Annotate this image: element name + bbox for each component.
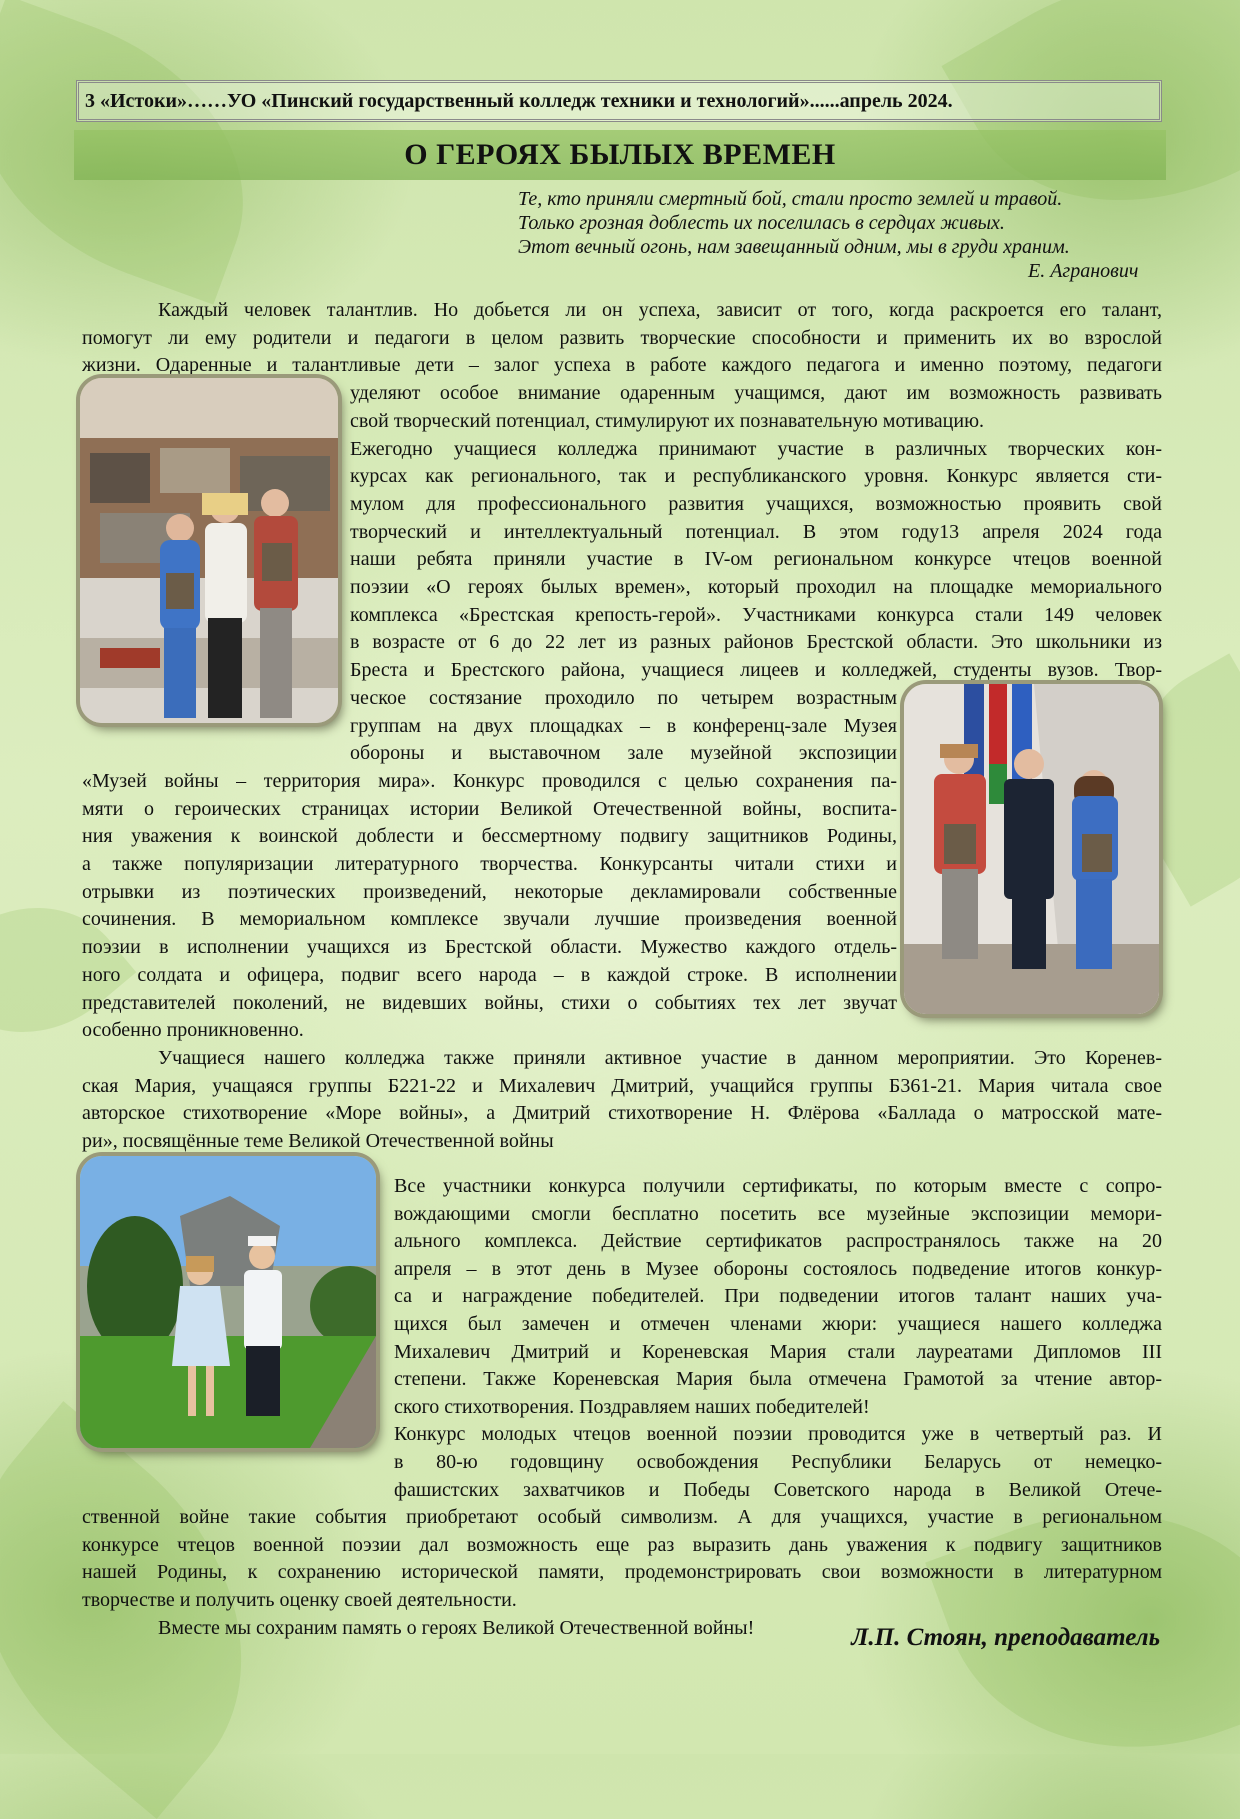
author-signature: Л.П. Стоян, преподаватель	[851, 1624, 1160, 1651]
article-line: Ежегодно учащиеся колледжа принимают участие в различных творческих кон-	[350, 437, 1162, 460]
article-line: ния уважения к воинской доблести и бессмертному подвигу защитников Родины,	[82, 825, 897, 848]
article-line: уделяют особое внимание одаренным учащимся, дают им возможность развивать	[350, 382, 1162, 405]
article-line: поэзии «О героях былых времен», который проходил на площадке мемориального	[350, 576, 1162, 598]
article-line: мяти о героических страницах истории Великой Отечественной войны, воспита-	[82, 797, 897, 820]
article-line: ская Мария, учащаяся группы Б221-22 и Михалевич Дмитрий, учащийся группы Б361-21. Мария читала свое	[82, 1074, 1162, 1097]
article-line: а также популяризации литературного творчества. Конкурсанты читали стихи и	[82, 853, 897, 875]
article-line: Конкурс молодых чтецов военной поэзии проводится уже в четвертый раз. И	[394, 1423, 1162, 1446]
article-line: жизни. Одаренные и талантливые дети – залог успеха в работе каждого педагога и именно поэтому, педагоги	[82, 354, 1162, 377]
flags-photo-image	[904, 684, 1159, 1014]
article-line: творчестве и получить оценку своей деятельности.	[82, 1589, 517, 1611]
article-line: нашей Родины, к сохранению исторической памяти, продемонстрировать свои возможности в литературном	[82, 1561, 1162, 1584]
article-line: курсах как регионального, так и республиканского уровня. Конкурс является сти-	[350, 465, 1162, 488]
article-line: щихся был замечен и отмечен членами жюри: учащиеся нашего колледжа	[394, 1313, 1162, 1335]
article-line: особенно проникновенно.	[82, 1019, 304, 1042]
memorial-photo-image	[80, 1156, 376, 1448]
article-line: степени. Также Кореневская Мария была отмечена Грамотой за чтение автор-	[394, 1368, 1162, 1391]
article-line: в возрасте от 6 до 22 лет из разных районов Брестской области. Это школьники из	[350, 631, 1162, 654]
article-line: представителей поколений, не видевших войны, стихи о событиях тех лет звучат	[82, 991, 897, 1014]
epigraph-line-2: Только грозная доблесть их поселилась в сердцах живых.	[518, 212, 1005, 234]
article-line: обороны и выставочном зале музейной экспозиции	[350, 742, 897, 765]
article-line: «Музей войны – территория мира». Конкурс проводился с целью сохранения па-	[82, 769, 897, 792]
article-line: Вместе мы сохраним память о героях Великой Отечественной войны!	[158, 1616, 755, 1639]
article-line: ственной войне такие события приобретают особый символизм. А для учащихся, участие в региональном	[82, 1506, 1162, 1529]
article-line: ного солдата и офицера, подвиг всего народа – в каждой строке. В исполнении	[82, 963, 897, 986]
article-line: са и награждение победителей. При подведении итогов талант наших уча-	[394, 1285, 1162, 1308]
article-line: фашистских захватчиков и Победы Советского народа в Великой Отече-	[394, 1478, 1162, 1501]
article-line: ческое состязание проходило по четырем возрастным	[350, 686, 897, 709]
article-title: О ГЕРОЯХ БЫЛЫХ ВРЕМЕН	[74, 130, 1166, 180]
article-line: ского стихотворения. Поздравляем наших победителей!	[394, 1395, 870, 1418]
article-line: творческий и интеллектуальный потенциал. В этом году13 апреля 2024 года	[350, 520, 1162, 543]
article-line: помогут ли ему родители и педагоги в целом развить творческие способности и применить их во взрослой	[82, 326, 1162, 349]
article-line: конкурсе чтецов военной поэзии дал возможность еще раз выразить дань уважения к подвигу защитников	[82, 1533, 1162, 1556]
epigraph-line-1: Те, кто приняли смертный бой, стали просто землей и травой.	[518, 188, 1063, 210]
newspaper-header: 3 «Истоки»……УО «Пинский государственный колледж техники и технологий»......апрель 2024.	[76, 80, 1162, 122]
article-line: свой творческий потенциал, стимулируют их познавательную мотивацию.	[350, 409, 985, 432]
article-line: Учащиеся нашего колледжа также приняли активное участие в данном мероприятии. Это Коренев-	[158, 1046, 1162, 1069]
article-line: Каждый человек талантлив. Но добьется ли он успеха, зависит от того, когда раскроется его талант,	[158, 299, 1162, 321]
epigraph-author: Е. Агранович	[1028, 260, 1139, 282]
article-line: наши ребята приняли участие в IV-ом региональном конкурсе чтецов военной	[350, 548, 1162, 571]
article-line: Михалевич Дмитрий и Кореневская Мария стали лауреатами Дипломов III	[394, 1340, 1162, 1363]
epigraph-line-3: Этот вечный огонь, нам завещанный одним, мы в груди храним.	[518, 236, 1070, 258]
photo-flags-group	[904, 684, 1159, 1014]
article-line: группам на двух площадках – в конференц-зале Музея	[350, 714, 897, 737]
article-line: вождающими смогли бесплатно посетить все музейные экспозиции мемори-	[394, 1202, 1162, 1225]
article-line: ри», посвящённые теме Великой Отечественной войны	[82, 1130, 554, 1152]
article-line: поэзии в исполнении учащихся из Брестской области. Мужество каждого отдель-	[82, 936, 897, 959]
article-line: Бреста и Брестского района, учащиеся лицеев и колледжей, студенты вузов. Твор-	[350, 659, 1162, 682]
article-line: отрывки из поэтических произведений, некоторые декламировали собственные	[82, 880, 897, 903]
article-line: сочинения. В мемориальном комплексе звучали лучшие произведения военной	[82, 908, 897, 931]
photo-museum-group	[80, 378, 338, 723]
museum-photo-image	[80, 378, 338, 723]
photo-memorial-pair	[80, 1156, 376, 1448]
article-line: Все участники конкурса получили сертификаты, по которым вместе с сопро-	[394, 1175, 1162, 1197]
article-line: в 80-ю годовщину освобождения Республики Беларусь от немецко-	[394, 1451, 1162, 1473]
article-line: комплекса «Брестская крепость-герой». Участниками конкурса стали 149 человек	[350, 603, 1162, 626]
article-line: апреля – в этот день в Музее обороны состоялось подведение итогов конкур-	[394, 1257, 1162, 1280]
article-line: авторское стихотворение «Море войны», а Дмитрий стихотворение Н. Флёрова «Баллада о матросской мате-	[82, 1102, 1162, 1125]
article-line: ального комплекса. Действие сертификатов распространялось также на 20	[394, 1230, 1162, 1253]
article-line: мулом для профессионального развития учащихся, возможностью проявить свой	[350, 492, 1162, 515]
